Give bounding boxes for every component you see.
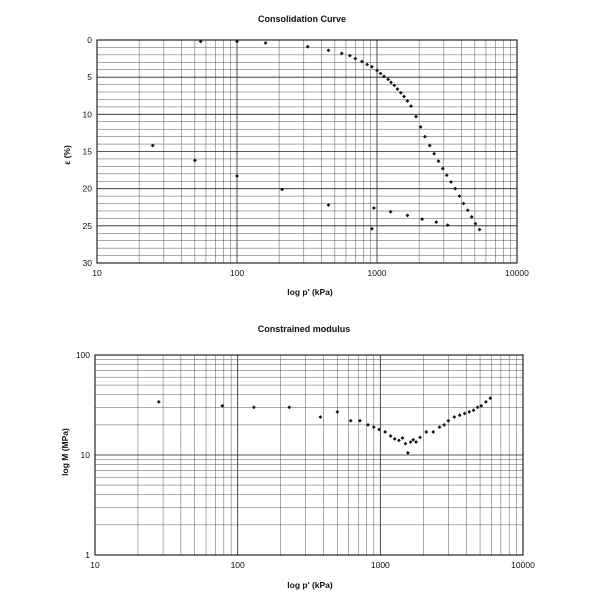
data-point <box>431 430 435 434</box>
data-point <box>442 423 446 427</box>
data-point <box>420 217 424 221</box>
data-point <box>389 80 393 84</box>
data-point <box>399 91 403 95</box>
data-point <box>437 159 441 163</box>
constrained-modulus-chart <box>60 324 535 590</box>
y-tick-label: 100 <box>75 350 90 360</box>
chart-2-x-axis-label: log p' (kPa) <box>287 580 333 590</box>
data-point <box>396 87 400 91</box>
data-point <box>402 95 406 99</box>
chart-2-grid <box>95 355 523 555</box>
data-point <box>478 228 482 232</box>
chart-1-ticks <box>83 35 530 278</box>
y-tick-label: 15 <box>82 146 92 157</box>
data-point <box>406 451 410 455</box>
data-point <box>466 208 470 212</box>
data-point <box>414 115 418 119</box>
data-point <box>484 400 488 404</box>
data-point <box>438 425 442 429</box>
data-point <box>434 220 438 224</box>
consolidation-curve-chart <box>62 14 529 297</box>
y-tick-label: 20 <box>82 183 92 194</box>
chart-2-points <box>157 396 492 455</box>
y-tick-label: 30 <box>82 258 92 268</box>
data-point <box>424 430 428 434</box>
data-point <box>306 45 310 49</box>
data-point <box>287 405 291 409</box>
data-point <box>447 419 451 423</box>
chart-1-title: Consolidation Curve <box>257 14 347 24</box>
x-tick-label: 100 <box>230 560 245 570</box>
data-point <box>353 57 357 61</box>
y-tick-label: 25 <box>82 220 92 231</box>
data-point <box>372 206 376 210</box>
x-tick-label: 10 <box>92 268 102 278</box>
data-point <box>358 419 362 423</box>
data-point <box>327 49 331 53</box>
data-point <box>389 434 393 438</box>
data-point <box>372 425 376 429</box>
chart-1-points <box>151 40 482 232</box>
data-point <box>476 405 480 409</box>
data-point <box>335 410 339 414</box>
data-point <box>264 41 268 45</box>
data-point <box>404 442 408 446</box>
data-point <box>409 104 413 108</box>
data-point <box>349 419 353 423</box>
y-tick-label: 1 <box>85 550 90 560</box>
data-point <box>474 222 478 226</box>
data-point <box>401 436 405 440</box>
data-point <box>418 435 422 439</box>
data-point <box>379 72 383 76</box>
data-point <box>365 63 369 67</box>
chart-2-title: Constrained modulus <box>257 324 351 334</box>
data-point <box>414 440 418 444</box>
data-point <box>252 405 256 409</box>
chart-1-x-axis-label: log p' (kPa) <box>287 287 333 297</box>
x-tick-label: 10 <box>90 560 100 570</box>
y-tick-label: 10 <box>80 450 90 460</box>
data-point <box>458 413 462 417</box>
data-point <box>383 430 387 434</box>
x-tick-label: 100 <box>229 268 245 278</box>
data-point <box>446 223 450 227</box>
data-point <box>406 214 410 218</box>
data-point <box>452 415 456 419</box>
data-point <box>157 400 161 404</box>
data-point <box>467 410 471 414</box>
data-point <box>472 408 476 412</box>
data-point <box>458 194 462 198</box>
data-point <box>423 135 427 139</box>
data-point <box>453 187 457 191</box>
chart-1-grid <box>97 40 517 263</box>
x-tick-label: 10000 <box>505 268 529 278</box>
data-point <box>432 152 436 156</box>
data-point <box>449 180 453 184</box>
data-point <box>393 437 397 441</box>
data-point <box>397 438 401 442</box>
data-point <box>411 438 415 442</box>
data-point <box>382 75 386 79</box>
chart-2-y-axis-label: log M (MPa) <box>60 428 70 476</box>
data-point <box>348 54 352 58</box>
data-point <box>375 69 379 73</box>
data-point <box>235 174 239 178</box>
data-point <box>441 167 445 171</box>
y-tick-label: 0 <box>87 35 92 45</box>
x-tick-label: 1000 <box>367 268 387 278</box>
data-point <box>389 210 393 214</box>
data-point <box>462 202 466 206</box>
x-tick-label: 10000 <box>511 560 535 570</box>
data-point <box>280 188 284 192</box>
data-point <box>409 440 413 444</box>
chart-1-y-axis-label: ε (%) <box>62 145 72 165</box>
data-point <box>463 412 467 416</box>
data-point <box>318 415 322 419</box>
x-tick-label: 1000 <box>370 560 390 570</box>
y-tick-label: 10 <box>82 109 92 120</box>
data-point <box>386 77 390 81</box>
data-point <box>392 83 396 87</box>
y-tick-label: 5 <box>87 72 92 83</box>
data-point <box>488 396 492 400</box>
